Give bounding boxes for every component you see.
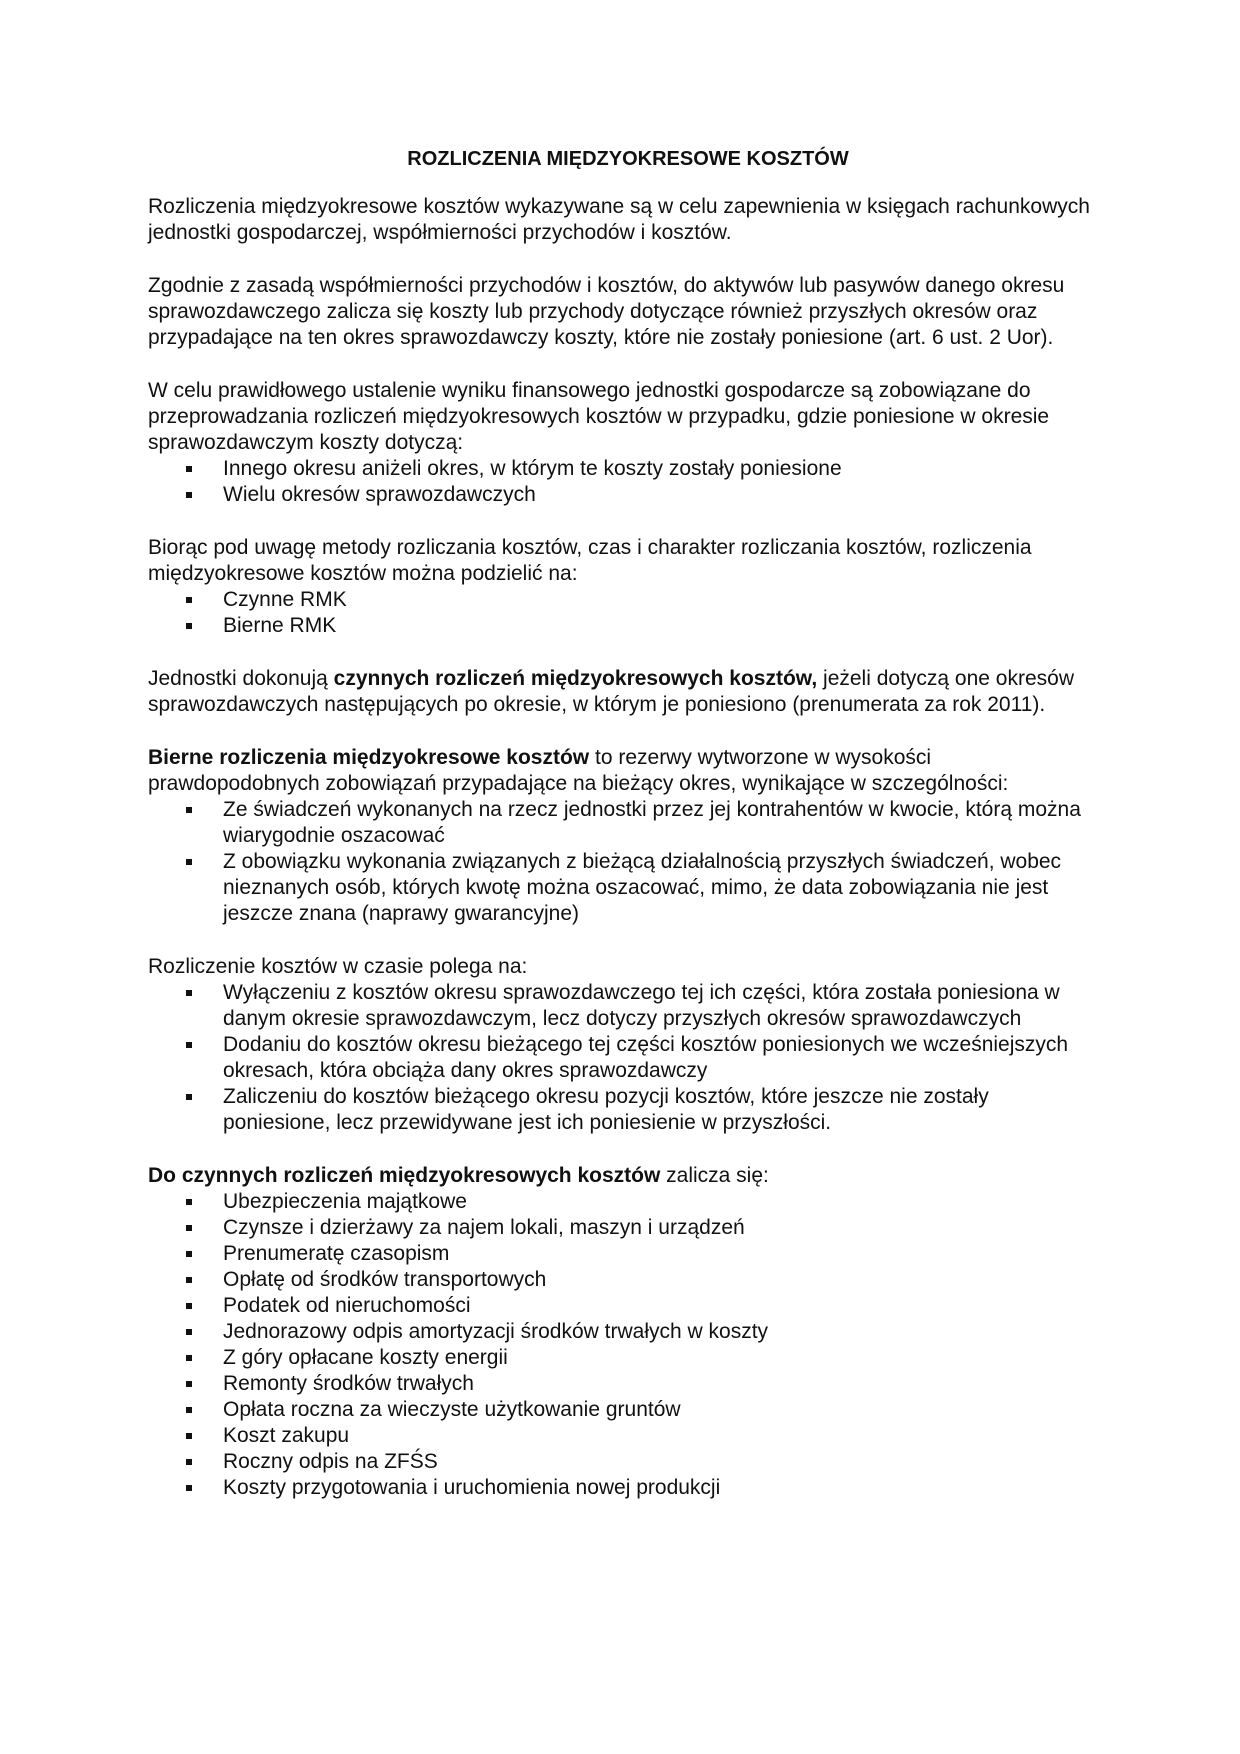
bullet-icon: [186, 1381, 192, 1387]
list-item: Prenumeratę czasopism: [148, 1241, 1098, 1267]
bullet-icon: [186, 1355, 192, 1361]
paragraph-active-items: Do czynnych rozliczeń międzyokresowych kosztów zalicza się:: [148, 1164, 769, 1187]
list-item: Opłatę od środków transportowych: [148, 1267, 1098, 1293]
bullet-icon: [186, 1303, 192, 1309]
list-item: Zaliczeniu do kosztów bieżącego okresu pozycji kosztów, które jeszcze nie zostały poniesione, lecz przewidywane jest ich poniesienie w przyszłości.: [148, 1084, 1098, 1136]
list-item: Czynsze i dzierżawy za najem lokali, maszyn i urządzeń: [148, 1215, 1098, 1241]
bullet-icon: [186, 623, 192, 629]
list-cost-periods: [148, 456, 1098, 508]
list-item: Czynne RMK: [148, 587, 1098, 613]
paragraph-passive-rmk: Bierne rozliczenia międzyokresowe kosztów to rezerwy wytworzone w wysokości prawdopodobnych zobowiązań przypadające na bieżący okres, wynikające w szczególności:: [148, 746, 1009, 795]
document-title: ROZLICZENIA MIĘDZYOKRESOWE KOSZTÓW: [407, 148, 849, 170]
bullet-icon: [186, 1433, 192, 1439]
bullet-icon: [186, 597, 192, 603]
bullet-icon: [186, 466, 192, 472]
paragraph-matching-principle: Zgodnie z zasadą współmierności przychodów i kosztów, do aktywów lub pasywów danego okresu sprawozdawczego zalicza się koszty lub przychody dotyczące również przyszłych okresów oraz przypadające na ten okres sprawozdawczy koszty, które nie zostały poniesione (art. 6 ust. 2 Uor).: [148, 274, 1065, 349]
list-item: Roczny odpis na ZFŚS: [148, 1449, 1098, 1475]
document-page: [148, 146, 1098, 1528]
bullet-icon: [186, 492, 192, 498]
bullet-icon: [186, 1277, 192, 1283]
list-passive-sources: [148, 797, 1098, 927]
bullet-icon: [186, 1042, 192, 1048]
list-item: Koszty przygotowania i uruchomienia nowej produkcji: [148, 1475, 1098, 1501]
bullet-icon: [186, 1459, 192, 1465]
list-item: Dodaniu do kosztów okresu bieżącego tej części kosztów poniesionych we wcześniejszych okresach, która obciąża dany okres sprawozdawczy: [148, 1032, 1098, 1084]
list-item: Ubezpieczenia majątkowe: [148, 1189, 1098, 1215]
bullet-icon: [186, 990, 192, 996]
bullet-icon: [186, 1225, 192, 1231]
list-item: Wyłączeniu z kosztów okresu sprawozdawczego tej ich części, która została poniesiona w danym okresie sprawozdawczym, lecz dotyczy przyszłych okresów sprawozdawczych: [148, 980, 1098, 1032]
list-item: Remonty środków trwałych: [148, 1371, 1098, 1397]
list-item: Z góry opłacane koszty energii: [148, 1345, 1098, 1371]
paragraph-obligation: W celu prawidłowego ustalenie wyniku finansowego jednostki gospodarcze są zobowiązane do przeprowadzania rozliczeń międzyokresowych kosztów w przypadku, gdzie poniesione w okresie sprawozdawczym koszty dotyczą:: [148, 379, 1050, 454]
paragraph-intro: Rozliczenia międzyokresowe kosztów wykazywane są w celu zapewnienia w księgach rachunkowych jednostki gospodarczej, współmierności przychodów i kosztów.: [148, 195, 1090, 244]
bullet-icon: [186, 1485, 192, 1491]
list-item: Jednorazowy odpis amortyzacji środków trwałych w koszty: [148, 1319, 1098, 1345]
list-item: Koszt zakupu: [148, 1423, 1098, 1449]
bullet-icon: [186, 1407, 192, 1413]
list-item: Z obowiązku wykonania związanych z bieżącą działalnością przyszłych świadczeń, wobec nieznanych osób, których kwotę można oszacować, mimo, że data zobowiązania nie jest jeszcze znana (naprawy gwarancyjne): [148, 849, 1098, 927]
bullet-icon: [186, 1251, 192, 1257]
list-item: Wielu okresów sprawozdawczych: [148, 482, 1098, 508]
bullet-icon: [186, 1329, 192, 1335]
bullet-icon: [186, 1094, 192, 1100]
paragraph-time-settlement: Rozliczenie kosztów w czasie polega na:: [148, 955, 528, 978]
list-item: Ze świadczeń wykonanych na rzecz jednostki przez jej kontrahentów w kwocie, którą można wiarygodnie oszacować: [148, 797, 1098, 849]
list-item: Bierne RMK: [148, 613, 1098, 639]
bullet-icon: [186, 859, 192, 865]
bullet-icon: [186, 807, 192, 813]
list-active-items: [148, 1189, 1098, 1501]
list-rmk-types: [148, 587, 1098, 639]
list-item: Podatek od nieruchomości: [148, 1293, 1098, 1319]
paragraph-division: Biorąc pod uwagę metody rozliczania kosztów, czas i charakter rozliczania kosztów, rozliczenia międzyokresowe kosztów można podzielić na:: [148, 536, 1032, 585]
list-item: Innego okresu aniżeli okres, w którym te koszty zostały poniesione: [148, 456, 1098, 482]
paragraph-active-rmk: Jednostki dokonują czynnych rozliczeń międzyokresowych kosztów, jeżeli dotyczą one okresów sprawozdawczych następujących po okresie, w którym je poniesiono (prenumerata za rok 2011).: [148, 667, 1074, 716]
bullet-icon: [186, 1199, 192, 1205]
list-item: Opłata roczna za wieczyste użytkowanie gruntów: [148, 1397, 1098, 1423]
list-time-settlement: [148, 980, 1098, 1136]
